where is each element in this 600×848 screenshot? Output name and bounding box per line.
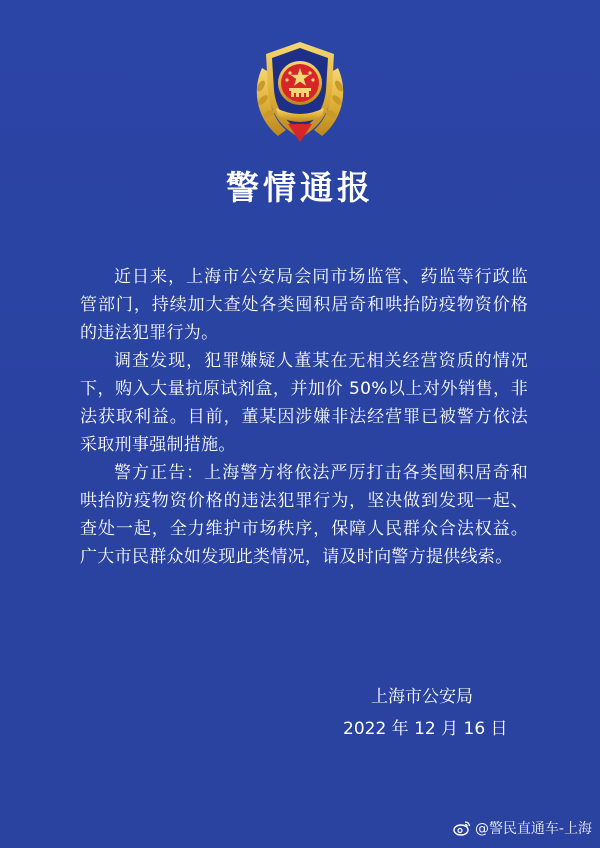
paragraph-2: 调查发现，犯罪嫌疑人董某在无相关经营资质的情况下，购入大量抗原试剂盒，并加价 50%以上对外销售，非法获取利益。目前，董某因涉嫌非法经营罪已被警方依法采取刑事强制措施。	[80, 351, 528, 455]
issue-date: 2022 年 12 月 16 日	[343, 719, 508, 739]
paragraph-3: 警方正告：上海警方将依法严厉打击各类囤积居奇和哄抬防疫物资价格的违法犯罪行为，坚决做到发现一起、查处一起，全力维护市场秩序，保障人民群众合法权益。广大市民群众如发现此类情况，请及时向警方提供线索。	[80, 463, 528, 567]
police-emblem-icon	[248, 38, 352, 146]
notice-title: 警情通报	[226, 168, 374, 207]
issuing-organization: 上海市公安局	[371, 687, 473, 707]
weibo-icon	[453, 820, 471, 836]
weibo-watermark	[453, 818, 592, 838]
paragraph-1: 近日来，上海市公安局会同市场监管、药监等行政监管部门，持续加大查处各类囤积居奇和哄抬防疫物资价格的违法犯罪行为。	[80, 267, 528, 343]
watermark-text: @警民直通车-上海	[474, 821, 592, 837]
notice-body	[80, 263, 528, 571]
